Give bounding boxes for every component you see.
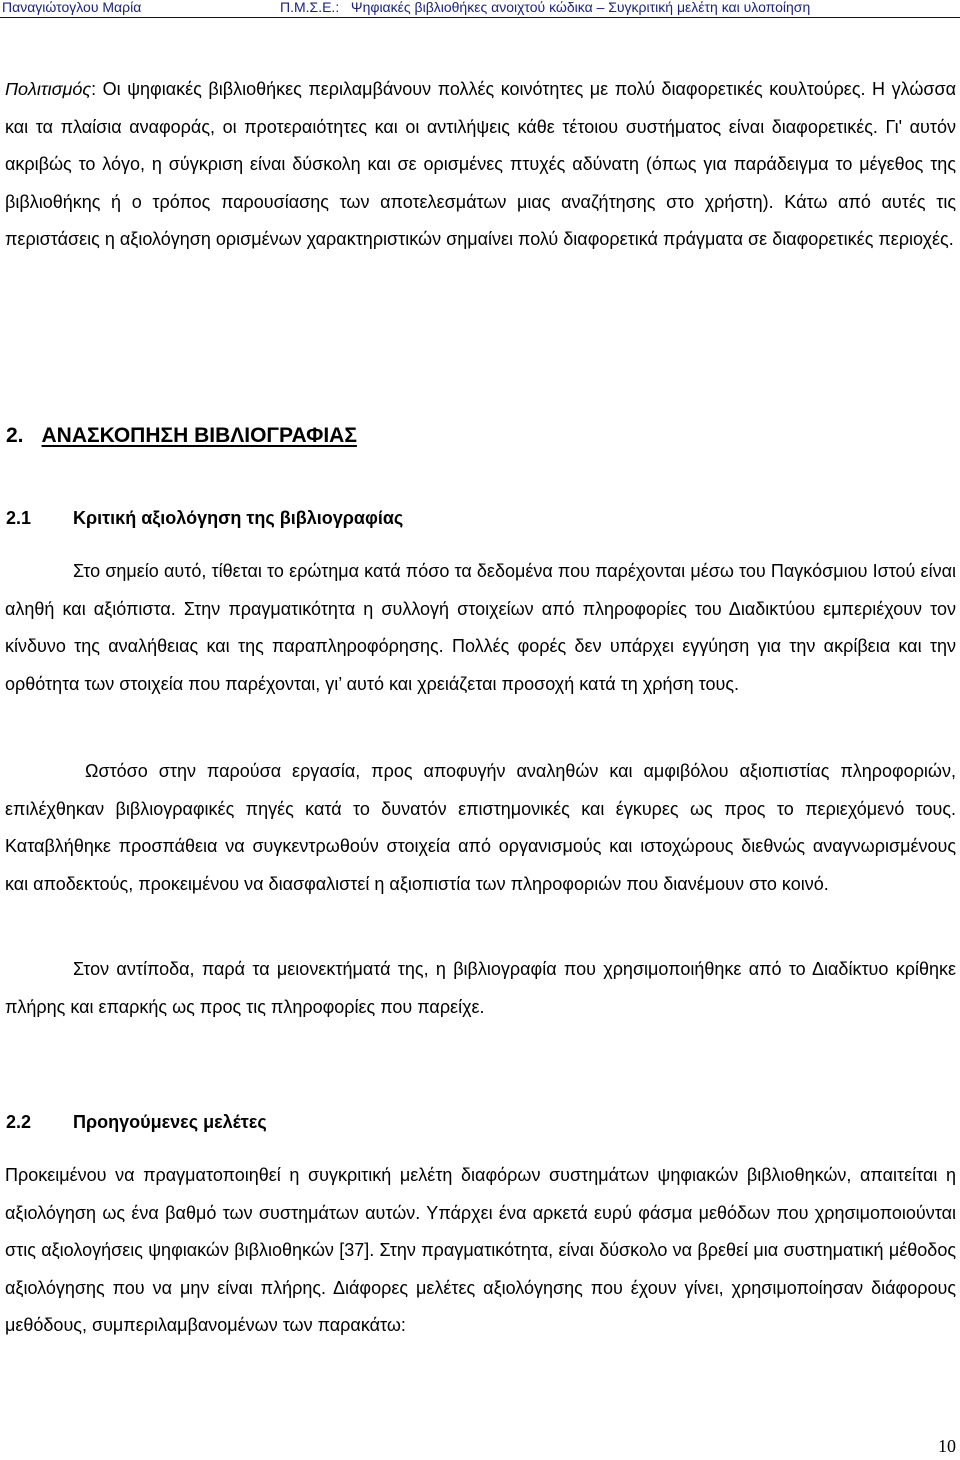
intro-paragraph <box>5 71 956 259</box>
section-2-1-title: Κριτική αξιολόγηση της βιβλιογραφίας <box>73 508 404 528</box>
running-header <box>0 0 960 18</box>
section-2-2-title: Προηγούμενες μελέτες <box>73 1112 267 1132</box>
section-2-title: ΑΝΑΣΚΟΠΗΣΗ ΒΙΒΛΙΟΓΡΑΦΙΑΣ <box>41 424 357 447</box>
header-program-title <box>280 0 810 14</box>
section-heading-2 <box>6 424 357 448</box>
intro-term: Πολιτισμός <box>5 79 92 99</box>
section-2-1-paragraph-3: Στον αντίποδα, παρά τα μειονεκτήματά της, η βιβλιογραφία που χρησιμοποιήθηκε από το Διαδίκτυο κρίθηκε πλήρης και επαρκής ως προς τις πληροφορίες που παρείχε. <box>5 959 956 1017</box>
header-author: Παναγιώτογλου Μαρία <box>2 0 142 15</box>
header-rule <box>0 17 960 18</box>
section-heading-2-2 <box>6 1112 267 1133</box>
section-2-1-number: 2.1 <box>6 508 32 528</box>
section-2-1-paragraph-1: Στο σημείο αυτό, τίθεται το ερώτημα κατά πόσο τα δεδομένα που παρέχονται μέσω του Παγκόσμιου Ιστού είναι αληθή και αξιόπιστα. Στην πραγματικότητα η συλλογή στοιχείων από πληροφορίες του Διαδικτύου εμπεριέχουν τον κίνδυνο της αναλήθειας και της παραπληροφόρησης. Πολλές φορές δεν υπάρχει εγγύηση για την ακρίβεια και την ορθότητα των στοιχεία που παρέχονται, γι’ αυτό και χρειάζεται προσοχή κατά τη χρήση τους. <box>5 561 956 694</box>
page-number: 10 <box>938 1436 956 1456</box>
section-2-1-paragraph-2: Ωστόσο στην παρούσα εργασία, προς αποφυγήν αναληθών και αμφιβόλου αξιοπιστίας πληροφοριών, επιλέχθηκαν βιβλιογραφικές πηγές κατά το δυνατόν επιστημονικές και έγκυρες ως προς το περιεχόμενό τους. Καταβλήθηκε προσπάθεια να συγκεντρωθούν στοιχεία από οργανισμούς και ιστοχώρους διεθνώς αναγνωρισμένους και αποδεκτούς, προκειμένου να διασφαλιστεί η αξιοπιστία των πληροφοριών που διανέμουν στο κοινό. <box>5 761 956 894</box>
section-heading-2-1 <box>6 508 403 529</box>
section-2-2-paragraph-1: Προκειμένου να πραγματοποιηθεί η συγκριτική μελέτη διαφόρων συστημάτων ψηφιακών βιβλιοθηκών, απαιτείται η αξιολόγηση ως ένα βαθμό των συστημάτων αυτών. Υπάρχει ένα αρκετά ευρύ φάσμα μεθόδων που χρησιμοποιούνται στις αξιολογήσεις ψηφιακών βιβλιοθηκών [37]. Στην πραγματικότητα, είναι δύσκολο να βρεθεί μια συστηματική μέθοδος αξιολόγησης που να μην είναι πλήρης. Διάφορες μελέτες αξιολόγησης που έχουν γίνει, χρησιμοποίησαν διάφορους μεθόδους, συμπεριλαμβανομένων των παρακάτω: <box>5 1165 956 1335</box>
section-2-2-number: 2.2 <box>6 1112 32 1132</box>
header-title: Ψηφιακές βιβλιοθήκες ανοιχτού κώδικα – Συγκριτική μελέτη και υλοποίηση <box>350 0 811 15</box>
section-2-number: 2. <box>6 424 24 447</box>
header-program: Π.Μ.Σ.Ε.: <box>280 0 340 15</box>
intro-text: : Οι ψηφιακές βιβλιοθήκες περιλαμβάνουν πολλές κοινότητες με πολύ διαφορετικές κουλτούρες. Η γλώσσα και τα πλαίσια αναφοράς, οι προτεραιότητες και οι αντιλήψεις κάθε τέτοιου συστήματος είναι διαφορετικές. Γι' αυτόν ακριβώς το λόγο, η σύγκριση είναι δύσκολη και σε ορισμένες πτυχές αδύνατη (όπως για παράδειγμα το μέγεθος της βιβλιοθήκης ή ο τρόπος παρουσίασης των αποτελεσμάτων μιας αναζήτησης στο χρήστη). Κάτω από αυτές τις περιστάσεις η αξιολόγηση ορισμένων χαρακτηριστικών σημαίνει πολύ διαφορετικά πράγματα σε διαφορετικές περιοχές. <box>5 79 956 249</box>
